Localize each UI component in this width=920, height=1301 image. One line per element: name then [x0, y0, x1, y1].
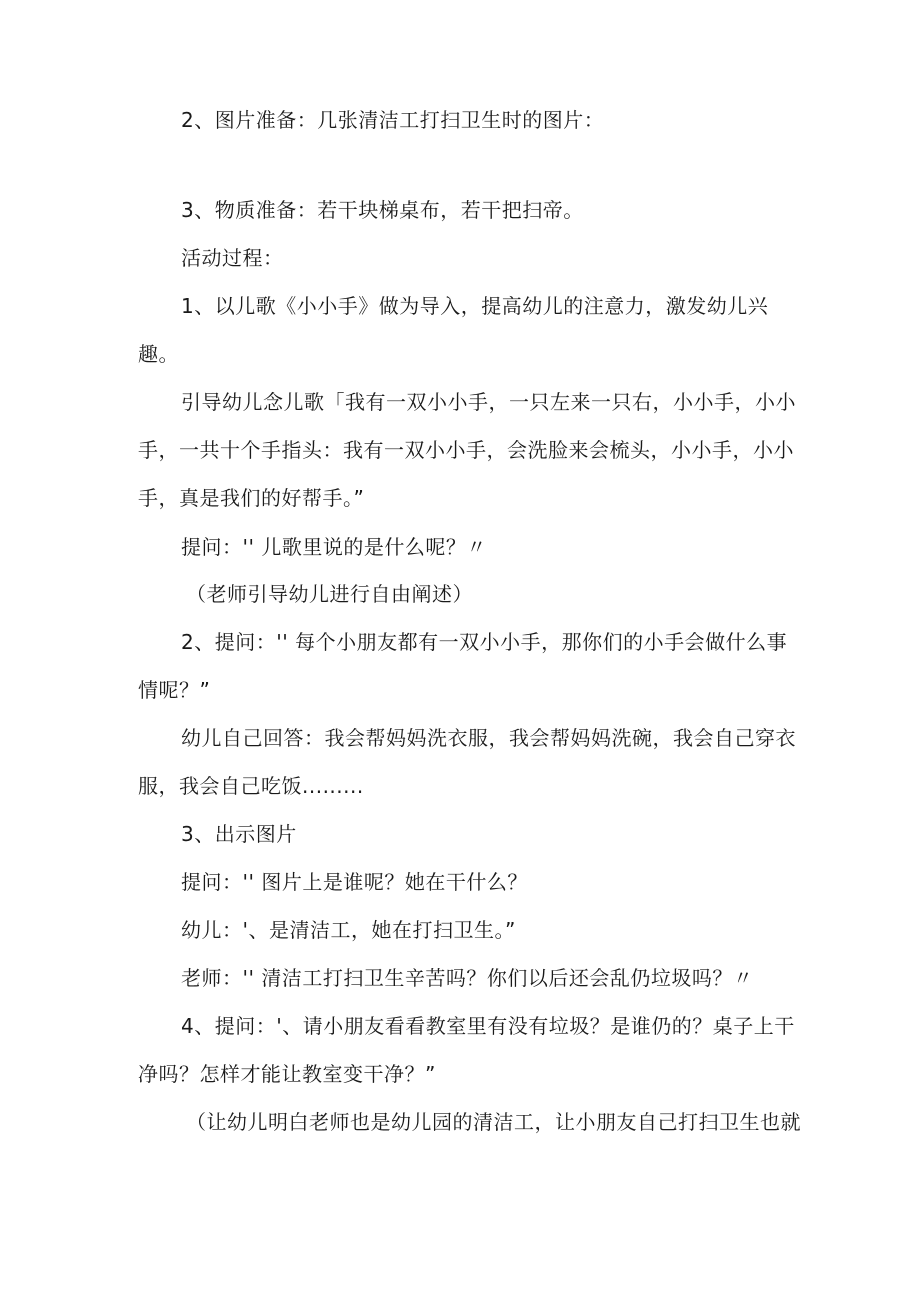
text-line: 趣。 — [138, 342, 179, 366]
text-line: 幼儿：'、是清洁工，她在打扫卫生。” — [181, 918, 516, 942]
text-line: 4、提问：'、请小朋友看看教室里有没有垃圾？是谁仍的？桌子上干 — [181, 1014, 795, 1038]
text-line: 情呢？” — [138, 678, 211, 702]
text-line: 手，一共十个手指头：我有一双小小手，会洗脸来会梳头，小小手，小小 — [138, 438, 794, 462]
text-line: 引导幼儿念儿歌「我有一双小小手，一只左来一只右，小小手，小小 — [181, 390, 796, 414]
text-line: 2、提问：'' 每个小朋友都有一双小小手，那你们的小手会做什么事 — [181, 630, 788, 654]
text-line: 提问：'' 儿歌里说的是什么呢？〃 — [181, 535, 487, 559]
text-line: 3、物质准备：若干块梯桌布，若干把扫帝。 — [181, 198, 584, 222]
text-line: 老师：'' 清洁工打扫卫生辛苦吗？你们以后还会乱仍垃圾吗？〃 — [181, 966, 754, 990]
text-line: （老师引导幼儿进行自由阐述） — [186, 582, 473, 606]
text-line: 净吗？怎样才能让教室变干净？” — [138, 1062, 436, 1086]
text-line: 2、图片准备：几张清洁工打扫卫生时的图片： — [181, 108, 605, 132]
text-line: 1、以儿歌《小小手》做为导入，提高幼儿的注意力，激发幼儿兴 — [181, 294, 769, 318]
text-line: 幼儿自己回答：我会帮妈妈洗衣服，我会帮妈妈洗碗，我会自己穿衣 — [181, 726, 796, 750]
text-line: 服，我会自己吃饭......... — [138, 774, 364, 798]
text-line: 手，真是我们的好帮手。” — [138, 486, 365, 510]
text-line: 提问：'' 图片上是谁呢？她在干什么？ — [181, 870, 528, 894]
text-line: 活动过程： — [181, 246, 284, 270]
text-line: 3、出示图片 — [181, 822, 297, 846]
text-line: （让幼儿明白老师也是幼儿园的清洁工，让小朋友自己打扫卫生也就 — [186, 1110, 801, 1134]
